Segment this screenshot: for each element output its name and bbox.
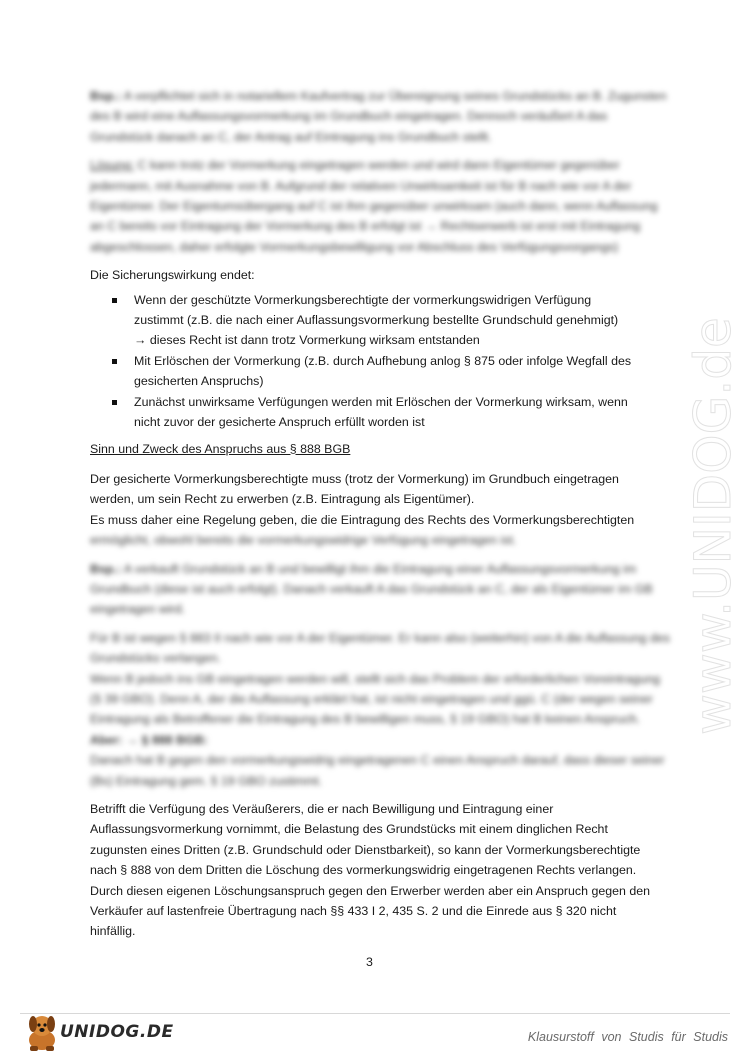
blurred-solution — [90, 155, 670, 257]
footer-slogan: Klausurstoff von Studis für Studis — [527, 1030, 728, 1044]
example-1-paragraph: Bsp.: A verpflichtet sich in notariellem Kaufvertrag zur Übereignung seines Grundstücks an B. Zugunsten des B wird eine Auflassungsvormerkung im Grundbuch eingetragen. Dennoch veräußert A das Grundstück danach an C, der Antrag auf Eintragung ins Grundbuch stellt. — [90, 89, 667, 144]
logo-text: UNIDOG.DE — [60, 1022, 174, 1042]
watermark — [672, 270, 750, 740]
blurred-example-2 — [90, 559, 670, 620]
list-item: Wenn der geschützte Vormerkungsberechtigte der vormerkungswidrigen Verfügung zustimmt (z.B. die nach einer Auflassungsvormerkung bestellte Grundschuld genehmigt) → dieses Recht ist dann trotz Vormerkung wirksam entstanden — [90, 290, 670, 351]
section-heading: Sinn und Zweck des Anspruchs aus § 888 BGB — [90, 441, 351, 456]
example-2-paragraph: Bsp.: A verkauft Grundstück an B und bewilligt ihm die Eintragung einer Auflassungsvormerkung im Grundbuch (diese ist auch erfolgt). Danach verkauft A das Grundstück an C, der als Eigentümer im GB eingetragen wird. — [90, 561, 653, 617]
dog-icon — [22, 1012, 62, 1054]
square-bullet-icon — [112, 400, 117, 405]
document-body — [90, 86, 670, 942]
square-bullet-icon — [112, 298, 117, 303]
list-item: Zunächst unwirksame Verfügungen werden mit Erlöschen der Vormerkung wirksam, wenn nicht zuvor der gesicherte Anspruch erfüllt worden ist — [90, 392, 670, 433]
sicherung-list — [90, 290, 670, 433]
page-number: 3 — [366, 955, 373, 969]
square-bullet-icon — [112, 359, 117, 364]
closing-paragraph: Betrifft die Verfügung des Veräußerers, die er nach Bewilligung und Eintragung einer Auflassungsvormerkung vornimmt, die Belastung des Grundstücks mit einem dinglichen Recht zugunsten eines Dritten (z.B. Grundschuld oder Dienstbarkeit), so kann der Vormerkungsberechtigte nach § 888 von dem Dritten die Löschung des vormerkungswidrig eingetragenen Rechts verlangen. Durch diesen eigenen Löschungsanspruch gegen den Erwerber werden aber ein Anspruch gegen den Verkäufer auf lastenfreie Übertragung nach §§ 433 I 2, 435 S. 2 und die Einrede aus § 320 nicht hinfällig. — [90, 802, 651, 939]
blurred-explanation: Für B ist wegen § 883 II nach wie vor A der Eigentümer. Er kann also (weiterhin) von A die Auflassung des Grundstücks verlangen. Wenn B jedoch ins GB eingetragen werden will, stellt sich das Problem der erforderlichen Voreintragung (§ 39 GBO). Denn A, der die Auflassung erklärt hat, ist nicht eingetragen und ggü. C (der wegen seiner Eintragung als Betroffener die Eintragung des B bewilligen muss, § 19 GBO) hat B keinen Anspruch. Aber: → § 888 BGB: Danach hat B gegen den vormerkungswidrig eingetragenen C einen Anspruch darauf, dass dieser seiner (Bs) Eintragung gem. § 19 GBO zustimmt. — [90, 630, 670, 788]
sicherung-intro: Die Sicherungswirkung endet: — [90, 268, 255, 283]
watermark-text: www.UNIDOG.de — [684, 317, 742, 735]
sinn-paragraph: Der gesicherte Vormerkungsberechtigte muss (trotz der Vormerkung) im Grundbuch eingetragen werden, um sein Recht zu erwerben (z.B. Eintragung als Eigentümer). Es muss daher eine Regelung geben, die die Eintragung des Rechts des Vormerkungsberechtigten ermöglicht, obwohl bereits die vormerkungswidrige Verfügung eingetragen ist. — [90, 471, 635, 548]
list-item: Mit Erlöschen der Vormerkung (z.B. durch Aufhebung anlog § 875 oder infolge Wegfall des gesicherten Anspruchs) — [90, 351, 670, 392]
solution-paragraph: Lösung: C kann trotz der Vormerkung eingetragen werden und wird dann Eigentümer gegenüber jedermann, mit Ausnahme von B. Aufgrund der relativen Unwirksamkeit ist für B nach wie vor A der Eigentümer. Der Eigentumsübergang auf C ist ihm gegenüber unwirksam (auch dann, wenn Auflassung an C bereits vor Eintragung der Vormerkung des B erfolgt ist → Rechtserwerb ist erst mit Eintragung abgeschlossen, daher erfolgte Vormerkungsbewilligung vor Abschluss des Verfügungsvorgangs) — [90, 158, 658, 254]
blurred-example-1 — [90, 86, 670, 147]
